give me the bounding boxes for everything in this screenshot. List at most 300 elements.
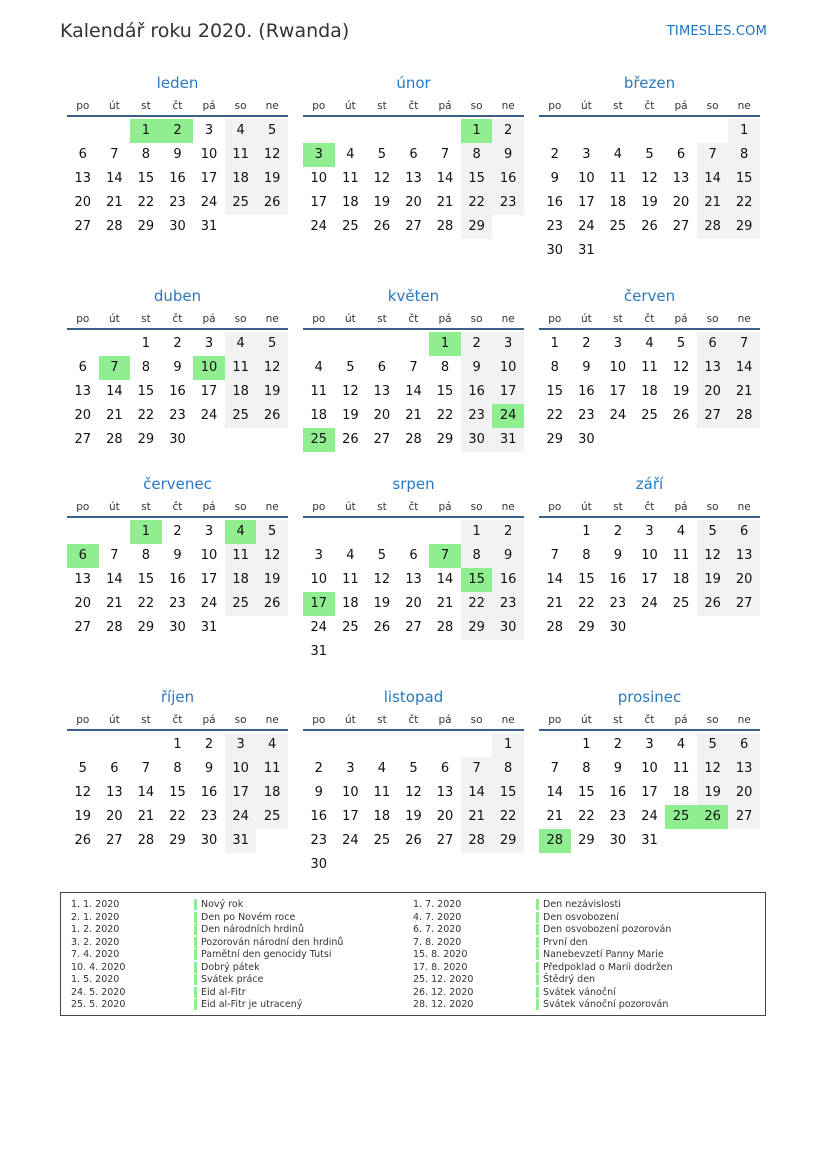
day-cell: 5 [256, 119, 288, 143]
day-cell: 28 [436, 620, 454, 635]
day-cell: 5 [377, 548, 387, 563]
day-cell: 4 [613, 147, 623, 162]
day-cell: 23 [546, 219, 564, 234]
empty-cell [303, 520, 335, 544]
day-cell: 28 [461, 829, 493, 853]
day-cell: 29 [137, 620, 155, 635]
day-grid [67, 119, 288, 239]
day-cell: 1 [492, 733, 524, 757]
day-cell: 5 [78, 761, 87, 776]
legend-date: 17. 8. 2020 [413, 961, 468, 973]
day-cell: 17 [641, 785, 658, 800]
legend-holiday-name: Předpoklad o Marii dodržen [543, 961, 673, 973]
day-cell: 3 [314, 548, 323, 563]
legend-holiday-name: Den národních hrdinů [201, 924, 304, 935]
day-cell: 5 [697, 733, 729, 757]
empty-cell [366, 332, 398, 356]
legend-date: 1. 2. 2020 [71, 924, 120, 935]
empty-cell [99, 733, 131, 757]
day-cell: 18 [373, 809, 391, 824]
page-title: Kalendář roku 2020. (Rwanda) [60, 20, 350, 42]
weekday-label: so [706, 313, 719, 325]
day-cell: 31 [492, 428, 524, 452]
day-cell: 2 [613, 524, 623, 539]
day-grid [303, 733, 524, 877]
weekday-label: pá [202, 313, 216, 325]
legend-date: 1. 5. 2020 [71, 974, 120, 985]
day-cell: 28 [546, 620, 564, 635]
day-cell: 25 [342, 219, 359, 234]
weekday-label: ne [501, 100, 515, 112]
month-1 [67, 73, 288, 239]
day-cell: 24 [200, 596, 218, 611]
day-cell: 22 [461, 191, 493, 215]
day-cell: 24 [641, 596, 658, 611]
day-cell: 30 [310, 857, 328, 872]
day-cell: 14 [405, 384, 422, 399]
day-cell: 2 [492, 520, 524, 544]
day-cell: 22 [578, 809, 595, 824]
day-cell: 21 [106, 195, 123, 210]
holiday-legend [60, 892, 766, 1016]
day-cell: 2 [492, 119, 524, 143]
day-cell: 29 [578, 620, 595, 635]
day-cell: 19 [697, 781, 729, 805]
day-cell: 24 [225, 805, 257, 829]
day-cell: 8 [440, 360, 450, 375]
day-cell: 13 [405, 171, 422, 186]
day-cell: 20 [74, 596, 92, 611]
day-cell: 10 [578, 171, 595, 186]
day-cell: 12 [256, 544, 288, 568]
weekday-label: st [141, 313, 151, 325]
day-cell: 29 [461, 616, 493, 640]
day-cell: 3 [225, 733, 257, 757]
day-cell: 26 [373, 620, 391, 635]
month-name: březen [623, 74, 676, 92]
day-cell: 29 [492, 829, 524, 853]
day-cell: 9 [492, 544, 524, 568]
day-cell: 16 [609, 572, 627, 587]
day-cell: 28 [436, 219, 454, 234]
weekday-label: pá [438, 313, 452, 325]
holiday-day-cell: 25 [665, 805, 697, 829]
weekday-label: so [470, 501, 483, 513]
day-cell: 4 [225, 119, 257, 143]
day-cell: 24 [342, 833, 359, 848]
empty-cell [398, 520, 430, 544]
day-cell: 25 [641, 408, 658, 423]
day-cell: 19 [256, 380, 288, 404]
weekday-label: čt [408, 313, 419, 325]
day-cell: 24 [200, 408, 218, 423]
weekday-label: út [344, 100, 356, 112]
holiday-day-cell: 4 [225, 520, 257, 544]
holiday-marker [194, 949, 197, 960]
day-cell: 4 [314, 360, 323, 375]
day-cell: 31 [200, 620, 218, 635]
day-cell: 12 [256, 143, 288, 167]
legend-date: 4. 7. 2020 [413, 911, 462, 923]
day-cell: 19 [342, 408, 359, 423]
weekday-label: út [344, 313, 356, 325]
holiday-marker [536, 974, 539, 985]
day-cell: 29 [137, 219, 155, 234]
weekday-label: pá [438, 100, 452, 112]
day-cell: 15 [137, 171, 155, 186]
day-cell: 22 [137, 596, 155, 611]
legend-date: 26. 12. 2020 [413, 986, 474, 998]
day-grid [539, 119, 760, 263]
day-cell: 2 [582, 336, 591, 351]
holiday-marker [194, 924, 197, 935]
holiday-day-cell: 17 [303, 592, 335, 616]
empty-cell [99, 119, 131, 143]
day-cell: 8 [141, 548, 151, 563]
holiday-day-cell: 1 [130, 119, 162, 143]
day-grid [539, 332, 760, 452]
empty-cell [99, 332, 131, 356]
empty-cell [303, 332, 335, 356]
weekday-label: st [141, 714, 151, 726]
empty-cell [130, 733, 162, 757]
day-cell: 13 [373, 384, 391, 399]
day-cell: 30 [492, 616, 524, 640]
day-cell: 21 [137, 809, 155, 824]
legend-item [413, 899, 673, 912]
day-cell: 28 [106, 432, 123, 447]
day-cell: 14 [728, 356, 760, 380]
day-cell: 12 [697, 544, 729, 568]
weekday-label: pá [202, 714, 216, 726]
day-cell: 21 [106, 596, 123, 611]
day-cell: 13 [106, 785, 123, 800]
day-cell: 3 [204, 123, 214, 138]
holiday-day-cell: 1 [130, 520, 162, 544]
holiday-marker [194, 974, 197, 985]
legend-date: 24. 5. 2020 [71, 986, 126, 998]
day-cell: 17 [225, 781, 257, 805]
day-cell: 3 [645, 737, 654, 752]
weekday-label: út [108, 100, 120, 112]
day-cell: 18 [342, 195, 359, 210]
day-cell: 12 [74, 785, 92, 800]
day-cell: 22 [137, 195, 155, 210]
weekday-label: út [580, 313, 592, 325]
weekday-label: ne [265, 100, 279, 112]
month-11 [303, 687, 524, 877]
day-cell: 26 [405, 833, 422, 848]
month-name: únor [396, 74, 431, 92]
legend-holiday-name: První den [543, 936, 588, 948]
day-cell: 3 [492, 332, 524, 356]
weekday-header [539, 498, 760, 518]
day-cell: 7 [550, 548, 559, 563]
day-cell: 22 [578, 596, 595, 611]
day-cell: 22 [436, 408, 454, 423]
weekday-label: čt [644, 714, 655, 726]
day-cell: 9 [550, 171, 559, 186]
weekday-label: čt [172, 313, 183, 325]
day-cell: 23 [461, 404, 493, 428]
legend-holiday-name: Dobrý pátek [201, 961, 260, 973]
weekday-label: st [377, 313, 387, 325]
day-cell: 13 [728, 757, 760, 781]
day-cell: 18 [225, 380, 257, 404]
day-cell: 29 [137, 432, 155, 447]
empty-cell [429, 520, 461, 544]
weekday-label: čt [408, 714, 419, 726]
day-cell: 9 [173, 147, 182, 162]
day-cell: 7 [440, 147, 450, 162]
legend-column-right [413, 899, 673, 1012]
day-cell: 6 [440, 761, 450, 776]
day-cell: 23 [492, 592, 524, 616]
legend-date: 7. 8. 2020 [413, 936, 462, 948]
day-cell: 20 [436, 809, 454, 824]
day-cell: 11 [641, 360, 658, 375]
day-cell: 12 [672, 360, 690, 375]
month-9 [539, 474, 760, 640]
day-cell: 11 [225, 544, 257, 568]
day-cell: 8 [173, 761, 182, 776]
empty-cell [303, 119, 335, 143]
day-cell: 20 [405, 596, 422, 611]
legend-date: 10. 4. 2020 [71, 961, 126, 973]
day-cell: 5 [256, 332, 288, 356]
holiday-marker [536, 899, 539, 910]
day-cell: 18 [641, 384, 658, 399]
day-cell: 4 [676, 737, 686, 752]
day-cell: 8 [550, 360, 559, 375]
day-cell: 10 [641, 761, 658, 776]
weekday-header [303, 498, 524, 518]
day-cell: 3 [346, 761, 355, 776]
day-cell: 8 [461, 143, 493, 167]
day-cell: 12 [373, 572, 391, 587]
empty-cell [366, 520, 398, 544]
day-cell: 11 [342, 171, 359, 186]
day-cell: 14 [436, 572, 454, 587]
day-cell: 15 [137, 572, 155, 587]
legend-holiday-name: Den osvobození pozorován [543, 924, 672, 935]
holiday-day-cell: 7 [429, 544, 461, 568]
day-cell: 15 [728, 167, 760, 191]
weekday-label: ne [501, 501, 515, 513]
day-cell: 9 [204, 761, 214, 776]
month-name: červenec [143, 475, 212, 493]
day-cell: 6 [728, 733, 760, 757]
legend-date: 25. 5. 2020 [71, 999, 126, 1010]
day-grid [67, 332, 288, 452]
day-cell: 3 [645, 524, 654, 539]
legend-holiday-name: Svátek práce [201, 974, 264, 985]
day-cell: 30 [609, 620, 627, 635]
day-cell: 7 [409, 360, 418, 375]
day-cell: 18 [672, 572, 690, 587]
weekday-label: út [108, 501, 120, 513]
day-cell: 10 [200, 147, 218, 162]
day-cell: 29 [546, 432, 564, 447]
legend-item [413, 999, 673, 1012]
legend-holiday-name: Nanebevzetí Panny Marie [543, 949, 664, 960]
legend-date: 15. 8. 2020 [413, 949, 468, 960]
day-cell: 4 [346, 548, 355, 563]
legend-item [71, 974, 343, 987]
weekday-label: čt [644, 313, 655, 325]
day-cell: 17 [342, 809, 359, 824]
weekday-label: so [234, 313, 247, 325]
holiday-marker [536, 937, 539, 948]
weekday-label: po [76, 714, 90, 726]
day-cell: 26 [672, 408, 690, 423]
day-cell: 22 [169, 809, 186, 824]
legend-date: 25. 12. 2020 [413, 974, 474, 985]
weekday-label: čt [644, 100, 655, 112]
day-cell: 28 [697, 215, 729, 239]
empty-cell [398, 332, 430, 356]
empty-cell [539, 733, 571, 757]
weekday-header [67, 711, 288, 731]
day-cell: 6 [409, 147, 418, 162]
legend-item [71, 912, 343, 925]
day-cell: 30 [200, 833, 218, 848]
brand-link[interactable]: TIMESLES.COM [666, 24, 767, 39]
day-cell: 25 [256, 805, 288, 829]
day-cell: 8 [582, 761, 591, 776]
day-cell: 24 [578, 219, 595, 234]
day-cell: 27 [74, 432, 92, 447]
day-cell: 11 [373, 785, 391, 800]
day-cell: 15 [492, 781, 524, 805]
month-name: červen [623, 287, 676, 305]
day-cell: 28 [405, 432, 422, 447]
weekday-header [303, 711, 524, 731]
day-cell: 16 [492, 167, 524, 191]
legend-holiday-name: Eid al-Fitr [201, 986, 246, 998]
weekday-label: pá [674, 313, 688, 325]
day-cell: 17 [492, 380, 524, 404]
day-cell: 23 [609, 809, 627, 824]
day-cell: 10 [310, 171, 328, 186]
holiday-marker [536, 962, 539, 973]
day-grid [303, 520, 524, 664]
day-cell: 12 [405, 785, 422, 800]
day-cell: 1 [461, 520, 493, 544]
day-cell: 5 [645, 147, 654, 162]
empty-cell [335, 332, 367, 356]
weekday-label: po [548, 100, 562, 112]
day-cell: 15 [169, 785, 186, 800]
day-cell: 15 [546, 384, 564, 399]
day-cell: 2 [204, 737, 214, 752]
day-cell: 7 [110, 147, 119, 162]
day-cell: 23 [310, 833, 328, 848]
month-5 [303, 286, 524, 452]
day-cell: 23 [578, 408, 595, 423]
month-name: prosinec [617, 688, 682, 706]
legend-item [71, 899, 343, 912]
day-cell: 19 [672, 384, 690, 399]
day-cell: 24 [609, 408, 627, 423]
month-name: listopad [383, 688, 444, 706]
day-cell: 16 [169, 572, 186, 587]
day-cell: 5 [676, 336, 686, 351]
day-cell: 30 [169, 219, 186, 234]
day-cell: 13 [697, 356, 729, 380]
day-cell: 27 [74, 219, 92, 234]
weekday-header [303, 97, 524, 117]
day-cell: 13 [728, 544, 760, 568]
day-cell: 9 [613, 761, 623, 776]
day-cell: 31 [641, 833, 658, 848]
legend-item [71, 924, 343, 937]
holiday-marker [536, 949, 539, 960]
legend-item [413, 987, 673, 1000]
month-name: květen [387, 287, 440, 305]
day-cell: 5 [256, 520, 288, 544]
day-cell: 28 [137, 833, 155, 848]
holiday-marker [536, 924, 539, 935]
weekday-header [67, 310, 288, 330]
day-cell: 9 [173, 548, 182, 563]
day-cell: 3 [582, 147, 591, 162]
weekday-header [539, 711, 760, 731]
weekday-label: st [377, 501, 387, 513]
weekday-label: so [706, 714, 719, 726]
day-cell: 9 [613, 548, 623, 563]
day-cell: 23 [492, 191, 524, 215]
weekday-header [303, 310, 524, 330]
holiday-marker [536, 987, 539, 998]
day-cell: 8 [582, 548, 591, 563]
day-cell: 7 [141, 761, 151, 776]
day-cell: 12 [697, 757, 729, 781]
day-cell: 8 [492, 757, 524, 781]
legend-holiday-name: Eid al-Fitr je utracený [201, 999, 303, 1010]
weekday-label: čt [172, 714, 183, 726]
legend-item [413, 962, 673, 975]
day-cell: 26 [641, 219, 658, 234]
day-cell: 19 [373, 596, 391, 611]
day-cell: 9 [314, 785, 323, 800]
day-cell: 22 [461, 592, 493, 616]
day-cell: 8 [141, 360, 151, 375]
holiday-marker [194, 937, 197, 948]
day-cell: 21 [461, 805, 493, 829]
day-cell: 14 [546, 785, 564, 800]
day-cell: 25 [373, 833, 391, 848]
day-cell: 16 [310, 809, 328, 824]
holiday-day-cell: 7 [99, 356, 131, 380]
holiday-day-cell: 24 [492, 404, 524, 428]
weekday-label: po [312, 714, 326, 726]
day-cell: 30 [461, 428, 493, 452]
legend-holiday-name: Štědrý den [543, 974, 596, 985]
day-cell: 31 [200, 219, 218, 234]
holiday-day-cell: 28 [539, 829, 571, 853]
weekday-label: st [613, 714, 623, 726]
day-cell: 15 [578, 572, 595, 587]
day-cell: 28 [728, 404, 760, 428]
day-cell: 5 [697, 520, 729, 544]
day-cell: 10 [342, 785, 359, 800]
empty-cell [303, 733, 335, 757]
day-cell: 4 [256, 733, 288, 757]
legend-holiday-name: Pamětní den genocidy Tutsi [201, 949, 332, 960]
weekday-label: po [312, 313, 326, 325]
day-cell: 18 [225, 568, 257, 592]
